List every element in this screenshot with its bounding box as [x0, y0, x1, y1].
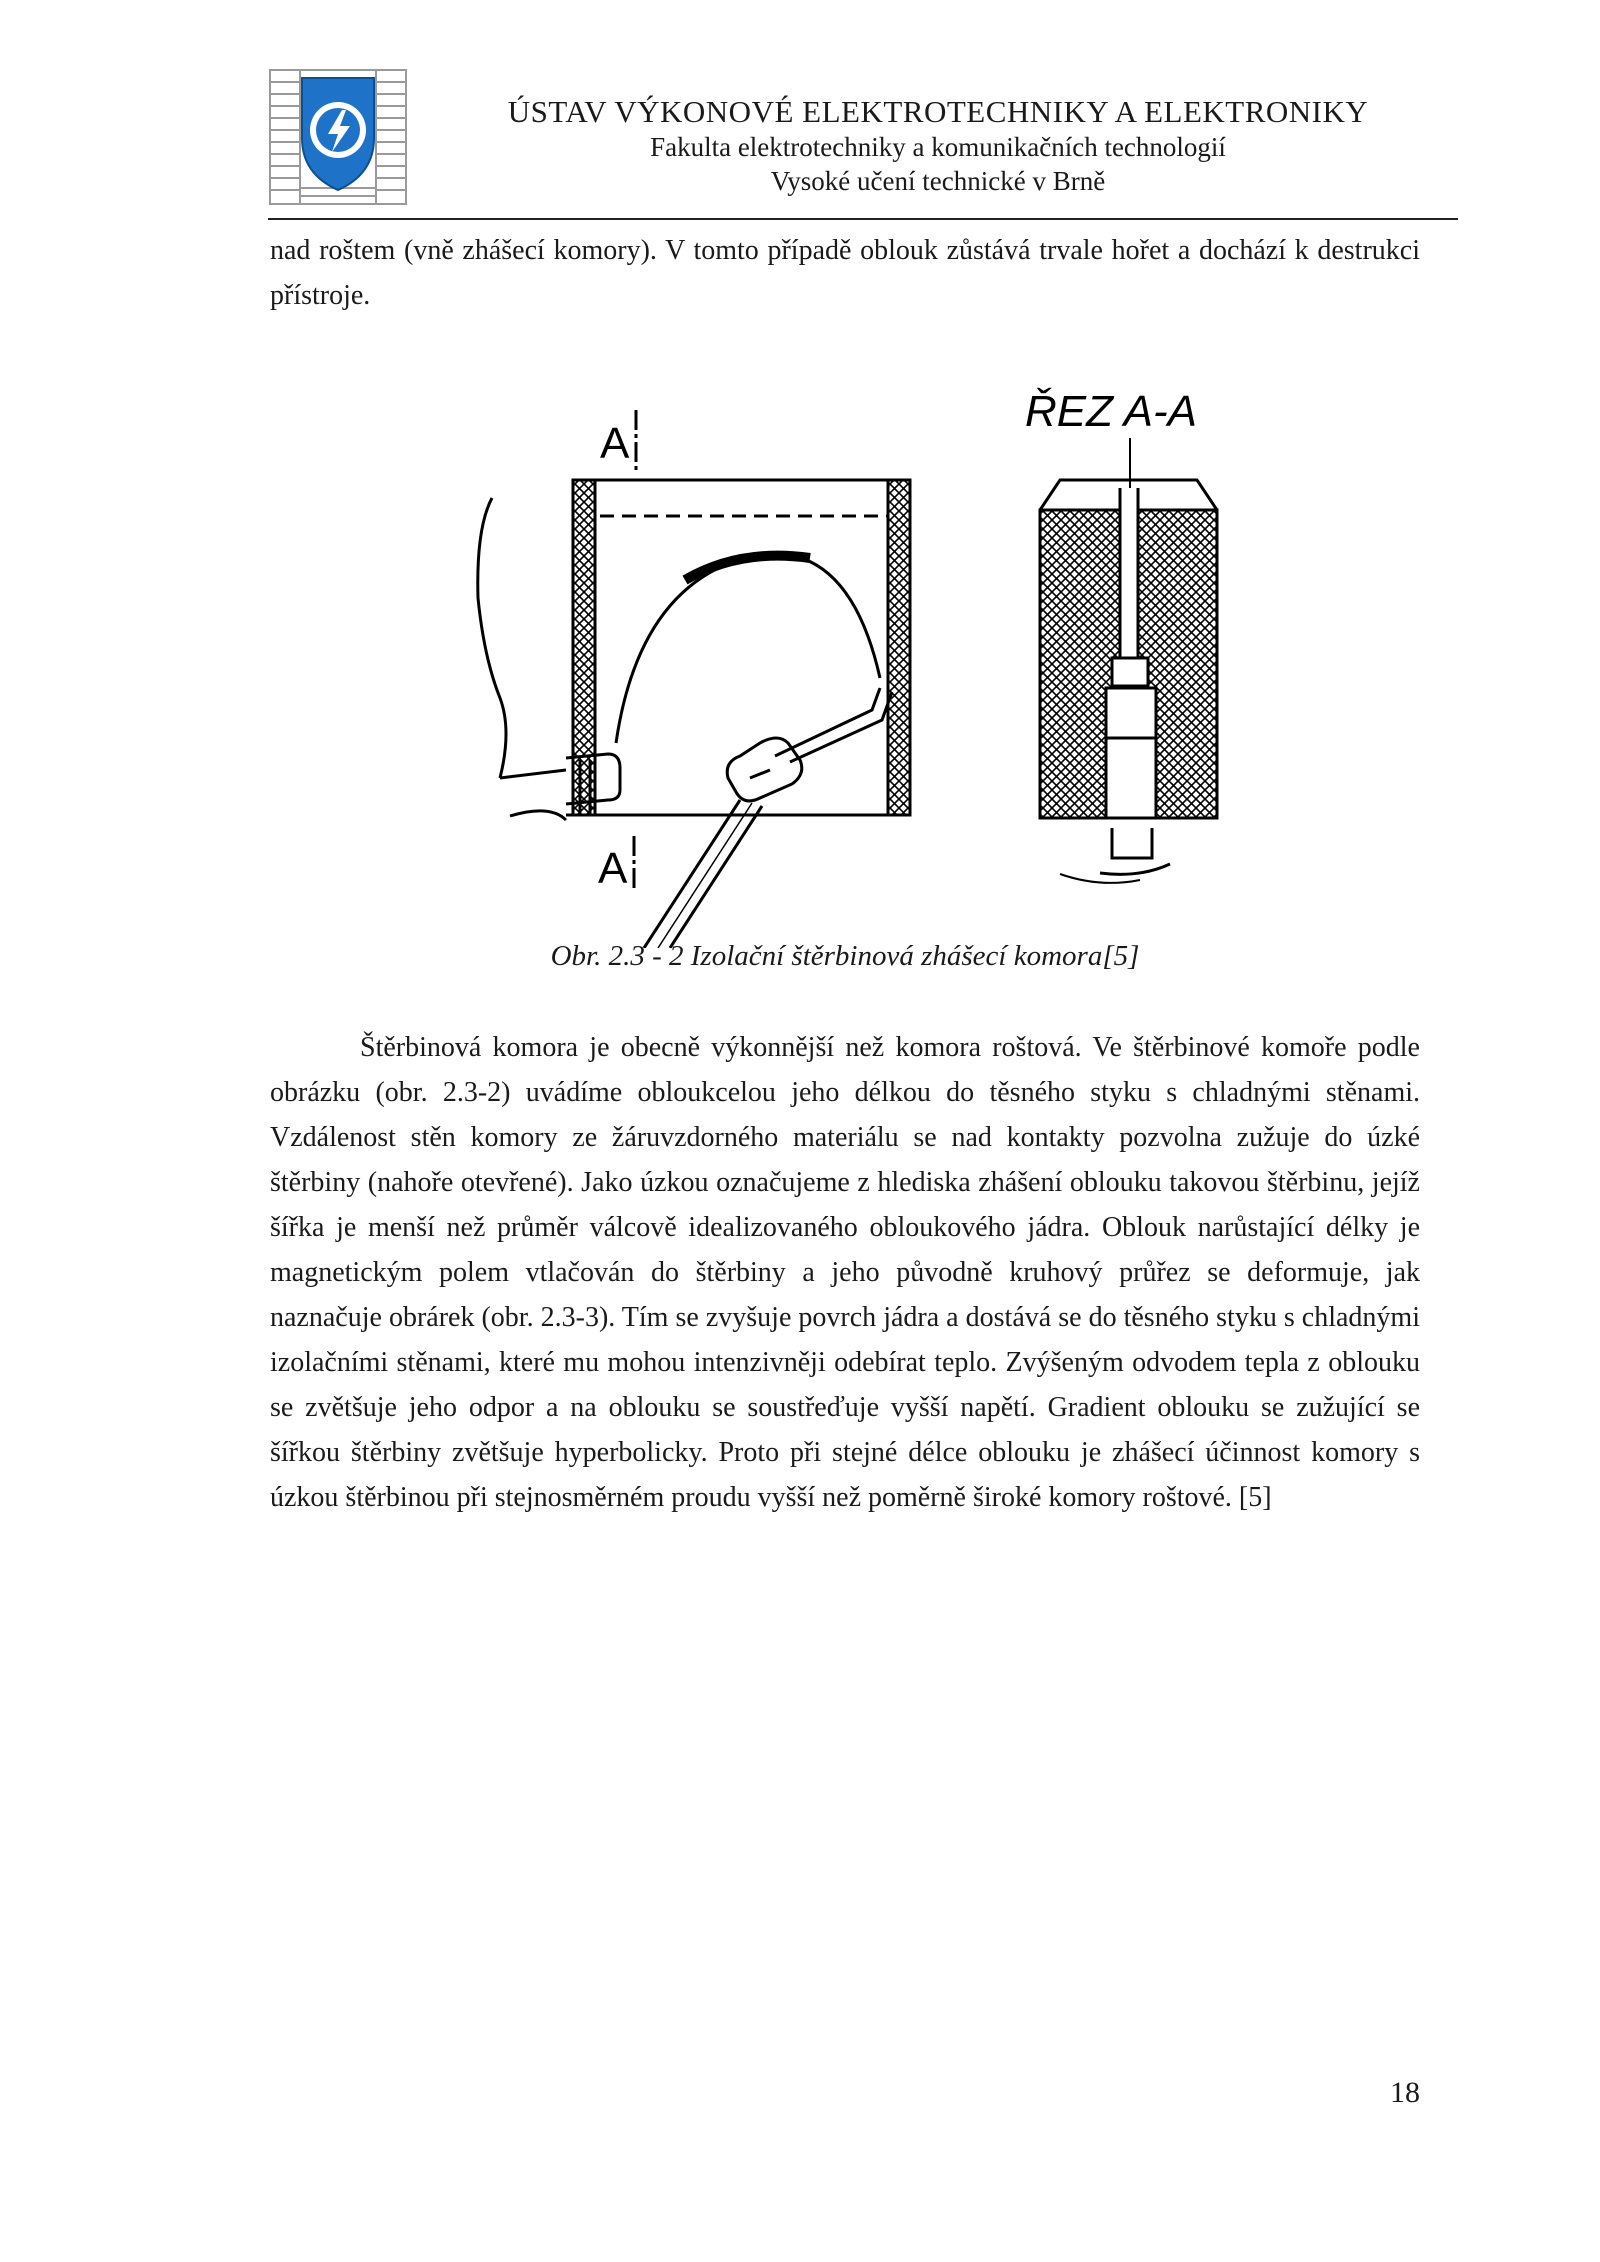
header-divider: [268, 218, 1458, 220]
chamber-side-view: [478, 480, 910, 948]
figure-caption: Obr. 2.3 - 2 Izolační štěrbinová zhášecí komora[5]: [550, 940, 1140, 972]
university-name: Vysoké učení technické v Brně: [770, 166, 1106, 196]
section-view: [1040, 438, 1217, 883]
lightning-shield-logo: [268, 68, 408, 206]
institute-name: ÚSTAV VÝKONOVÉ ELEKTROTECHNIKY A ELEKTRONIKY: [507, 94, 1369, 129]
page-number: 18: [1390, 2076, 1420, 2109]
section-marker-bottom: A: [598, 844, 628, 893]
arc-chamber-figure: [440, 358, 1260, 948]
section-title: ŘEZ A-A: [1025, 387, 1197, 436]
page-header: [268, 68, 1458, 218]
paragraph-intro: nad roštem (vně zhášecí komory). V tomto případě oblouk zůstává trvale hořet a dochází k destrukci přístroje.: [270, 235, 1420, 311]
section-marker-top: A: [600, 419, 630, 468]
paragraph-main-text: Štěrbinová komora je obecně výkonnější než komora roštová. Ve štěrbinové komoře podle obrázku (obr. 2.3-2) uvádíme obloukcelou jeho délkou do těsného styku s chladnými stěnami. Vzdálenost stěn komory ze žáruvzdorného materiálu se nad kontakty pozvolna zužuje do úzké štěrbiny (nahoře otevřené). Jako úzkou označujeme z hlediska zhášení oblouku takovou štěrbinu, jejíž šířka je menší než průměr válcově idealizovaného obloukového jádra. Oblouk narůstající délky je magnetickým polem vtlačován do štěrbiny a jeho původně kruhový průřez se deformuje, jak naznačuje obrárek (obr. 2.3-3). Tím se zvyšuje povrch jádra a dostává se do těsného styku s chladnými izolačními stěnami, které mu mohou intenzivněji odebírat teplo. Zvýšeným odvodem tepla z oblouku se zvětšuje jeho odpor a na oblouku se soustřeďuje vyšší napětí. Gradient oblouku se zužující se šířkou štěrbiny zvětšuje hyperbolicky. Proto při stejné délce oblouku je zhášecí účinnost komory s úzkou štěrbinou při stejnosměrném proudu vyšší než poměrně široké komory roštové. [5]: [270, 1032, 1420, 1513]
paragraph-main: [270, 1025, 1420, 1520]
faculty-name: Fakulta elektrotechniky a komunikačních technologií: [650, 132, 1226, 162]
